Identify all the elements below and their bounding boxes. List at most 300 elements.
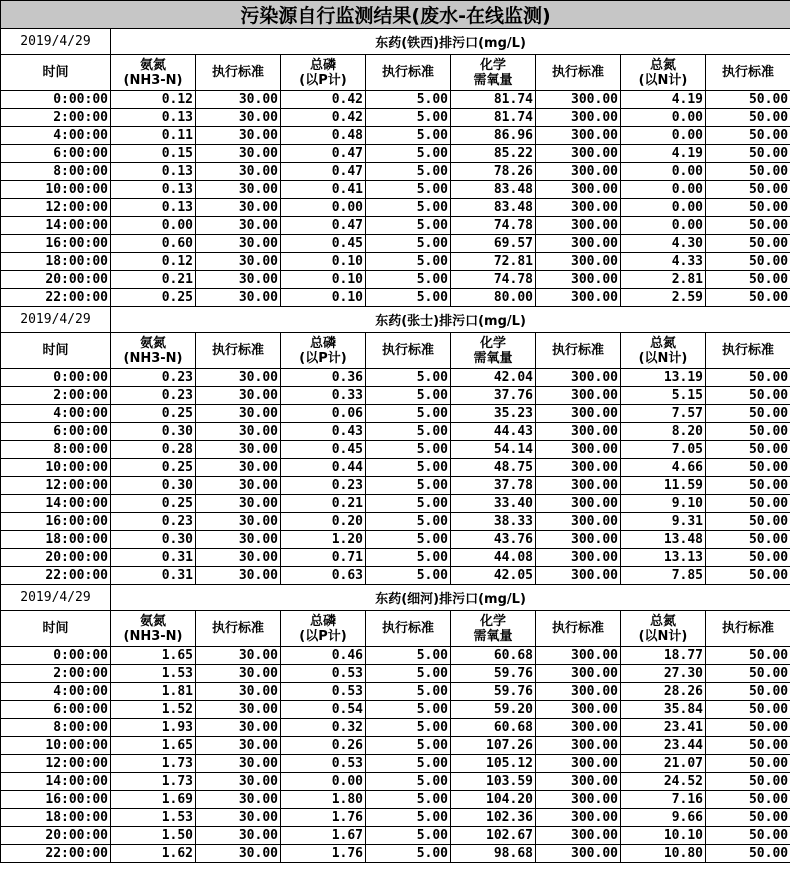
value-cell: 2.59 [621, 289, 706, 307]
value-cell: 0.30 [111, 531, 196, 549]
value-cell: 8.20 [621, 423, 706, 441]
value-cell: 5.00 [366, 369, 451, 387]
value-cell: 0.20 [281, 513, 366, 531]
column-header-line: 执行标准 [381, 621, 434, 636]
value-cell: 83.48 [451, 181, 536, 199]
value-cell: 300.00 [536, 683, 621, 701]
value-cell: 28.26 [621, 683, 706, 701]
column-header-line: 执行标准 [381, 343, 434, 358]
table-row [1, 235, 790, 253]
value-cell: 1.52 [111, 701, 196, 719]
value-cell: 5.00 [366, 495, 451, 513]
time-cell: 16:00:00 [1, 791, 111, 809]
time-cell: 22:00:00 [1, 289, 111, 307]
time-cell: 20:00:00 [1, 549, 111, 567]
column-header [536, 333, 621, 369]
value-cell: 300.00 [536, 531, 621, 549]
column-header-line: 需氧量 [473, 72, 513, 88]
time-cell: 6:00:00 [1, 145, 111, 163]
value-cell: 300.00 [536, 369, 621, 387]
value-cell: 300.00 [536, 773, 621, 791]
table-row [1, 217, 790, 235]
value-cell: 4.33 [621, 253, 706, 271]
value-cell: 30.00 [196, 109, 281, 127]
column-header-line: 化学 [479, 335, 506, 351]
column-header-line: 执行标准 [211, 65, 264, 80]
value-cell: 30.00 [196, 217, 281, 235]
value-cell: 74.78 [451, 217, 536, 235]
value-cell: 300.00 [536, 441, 621, 459]
column-header [621, 55, 706, 91]
value-cell: 7.57 [621, 405, 706, 423]
table-row [1, 531, 790, 549]
value-cell: 1.81 [111, 683, 196, 701]
value-cell: 102.67 [451, 827, 536, 845]
value-cell: 0.12 [111, 253, 196, 271]
value-cell: 30.00 [196, 791, 281, 809]
value-cell: 0.23 [281, 477, 366, 495]
column-header-line: 执行标准 [211, 343, 264, 358]
value-cell: 0.23 [111, 513, 196, 531]
value-cell: 83.48 [451, 199, 536, 217]
value-cell: 0.12 [111, 91, 196, 109]
value-cell: 85.22 [451, 145, 536, 163]
table-row [1, 127, 790, 145]
value-cell: 9.10 [621, 495, 706, 513]
table-row [1, 369, 790, 387]
value-cell: 30.00 [196, 441, 281, 459]
value-cell: 23.44 [621, 737, 706, 755]
value-cell: 5.00 [366, 845, 451, 863]
block-outlet-title: 东药(张士)排污口(mg/L) [111, 307, 790, 333]
table-row [1, 145, 790, 163]
value-cell: 0.47 [281, 145, 366, 163]
value-cell: 0.00 [281, 199, 366, 217]
column-header-line: 总磷 [309, 613, 336, 629]
value-cell: 50.00 [706, 405, 790, 423]
value-cell: 0.53 [281, 755, 366, 773]
value-cell: 50.00 [706, 289, 790, 307]
value-cell: 30.00 [196, 845, 281, 863]
value-cell: 50.00 [706, 387, 790, 405]
value-cell: 0.00 [621, 127, 706, 145]
value-cell: 54.14 [451, 441, 536, 459]
value-cell: 1.62 [111, 845, 196, 863]
table-row [1, 791, 790, 809]
table-row [1, 289, 790, 307]
value-cell: 0.00 [621, 163, 706, 181]
column-header-line: (以P计) [299, 350, 347, 366]
value-cell: 42.05 [451, 567, 536, 585]
column-header-line: 执行标准 [722, 343, 775, 358]
value-cell: 5.00 [366, 91, 451, 109]
value-cell: 5.00 [366, 387, 451, 405]
value-cell: 50.00 [706, 513, 790, 531]
block-info-row [1, 585, 790, 611]
value-cell: 50.00 [706, 719, 790, 737]
time-cell: 16:00:00 [1, 235, 111, 253]
column-header [451, 55, 536, 91]
value-cell: 50.00 [706, 531, 790, 549]
table-row [1, 755, 790, 773]
value-cell: 30.00 [196, 387, 281, 405]
time-cell: 2:00:00 [1, 109, 111, 127]
value-cell: 0.21 [111, 271, 196, 289]
block-info-row [1, 307, 790, 333]
column-header [706, 333, 790, 369]
value-cell: 0.23 [111, 369, 196, 387]
value-cell: 98.68 [451, 845, 536, 863]
time-cell: 0:00:00 [1, 647, 111, 665]
column-header-line: 执行标准 [551, 621, 604, 636]
value-cell: 37.78 [451, 477, 536, 495]
value-cell: 5.00 [366, 737, 451, 755]
value-cell: 300.00 [536, 791, 621, 809]
value-cell: 1.20 [281, 531, 366, 549]
table-row [1, 199, 790, 217]
value-cell: 300.00 [536, 495, 621, 513]
table-row [1, 773, 790, 791]
column-header-line: 执行标准 [722, 65, 775, 80]
value-cell: 50.00 [706, 109, 790, 127]
value-cell: 0.21 [281, 495, 366, 513]
value-cell: 0.30 [111, 477, 196, 495]
value-cell: 43.76 [451, 531, 536, 549]
value-cell: 5.00 [366, 235, 451, 253]
value-cell: 50.00 [706, 271, 790, 289]
table-row [1, 845, 790, 863]
value-cell: 5.00 [366, 217, 451, 235]
value-cell: 5.00 [366, 459, 451, 477]
time-cell: 0:00:00 [1, 369, 111, 387]
table-row [1, 181, 790, 199]
value-cell: 300.00 [536, 567, 621, 585]
value-cell: 0.45 [281, 441, 366, 459]
value-cell: 30.00 [196, 271, 281, 289]
value-cell: 1.69 [111, 791, 196, 809]
value-cell: 5.00 [366, 289, 451, 307]
value-cell: 30.00 [196, 91, 281, 109]
value-cell: 107.26 [451, 737, 536, 755]
value-cell: 0.00 [621, 109, 706, 127]
value-cell: 30.00 [196, 737, 281, 755]
value-cell: 50.00 [706, 827, 790, 845]
column-header [706, 55, 790, 91]
value-cell: 60.68 [451, 719, 536, 737]
value-cell: 7.85 [621, 567, 706, 585]
column-header-line: 总氮 [649, 613, 676, 629]
value-cell: 1.80 [281, 791, 366, 809]
value-cell: 300.00 [536, 405, 621, 423]
column-header-line: 执行标准 [551, 343, 604, 358]
value-cell: 9.66 [621, 809, 706, 827]
value-cell: 50.00 [706, 791, 790, 809]
value-cell: 86.96 [451, 127, 536, 145]
value-cell: 50.00 [706, 495, 790, 513]
value-cell: 1.73 [111, 773, 196, 791]
value-cell: 30.00 [196, 827, 281, 845]
value-cell: 1.93 [111, 719, 196, 737]
value-cell: 0.15 [111, 145, 196, 163]
value-cell: 0.46 [281, 647, 366, 665]
value-cell: 5.00 [366, 683, 451, 701]
value-cell: 37.76 [451, 387, 536, 405]
time-cell: 12:00:00 [1, 755, 111, 773]
time-cell: 22:00:00 [1, 845, 111, 863]
value-cell: 72.81 [451, 253, 536, 271]
value-cell: 50.00 [706, 809, 790, 827]
value-cell: 7.16 [621, 791, 706, 809]
value-cell: 104.20 [451, 791, 536, 809]
column-header [451, 611, 536, 647]
column-header [621, 611, 706, 647]
value-cell: 44.43 [451, 423, 536, 441]
value-cell: 5.00 [366, 109, 451, 127]
value-cell: 0.48 [281, 127, 366, 145]
block-date: 2019/4/29 [1, 29, 111, 55]
value-cell: 0.28 [111, 441, 196, 459]
value-cell: 0.25 [111, 405, 196, 423]
value-cell: 30.00 [196, 513, 281, 531]
value-cell: 300.00 [536, 665, 621, 683]
value-cell: 300.00 [536, 163, 621, 181]
value-cell: 50.00 [706, 755, 790, 773]
value-cell: 50.00 [706, 217, 790, 235]
value-cell: 5.00 [366, 773, 451, 791]
value-cell: 30.00 [196, 405, 281, 423]
value-cell: 35.23 [451, 405, 536, 423]
column-header-line: (以P计) [299, 72, 347, 88]
time-cell: 22:00:00 [1, 567, 111, 585]
column-header [281, 611, 366, 647]
block-outlet-title: 东药(细河)排污口(mg/L) [111, 585, 790, 611]
column-header-line: 时间 [42, 65, 69, 80]
value-cell: 300.00 [536, 217, 621, 235]
value-cell: 0.41 [281, 181, 366, 199]
value-cell: 300.00 [536, 199, 621, 217]
time-cell: 14:00:00 [1, 773, 111, 791]
value-cell: 300.00 [536, 91, 621, 109]
value-cell: 30.00 [196, 719, 281, 737]
value-cell: 74.78 [451, 271, 536, 289]
column-header [111, 611, 196, 647]
value-cell: 5.00 [366, 163, 451, 181]
value-cell: 50.00 [706, 773, 790, 791]
value-cell: 0.10 [281, 271, 366, 289]
value-cell: 0.13 [111, 199, 196, 217]
value-cell: 300.00 [536, 423, 621, 441]
value-cell: 38.33 [451, 513, 536, 531]
value-cell: 0.60 [111, 235, 196, 253]
value-cell: 300.00 [536, 719, 621, 737]
table-row [1, 647, 790, 665]
value-cell: 30.00 [196, 145, 281, 163]
value-cell: 50.00 [706, 845, 790, 863]
value-cell: 5.00 [366, 145, 451, 163]
column-header-line: 总氮 [649, 335, 676, 351]
value-cell: 5.00 [366, 791, 451, 809]
value-cell: 50.00 [706, 199, 790, 217]
time-cell: 10:00:00 [1, 181, 111, 199]
table-row [1, 387, 790, 405]
value-cell: 300.00 [536, 809, 621, 827]
value-cell: 0.11 [111, 127, 196, 145]
value-cell: 50.00 [706, 683, 790, 701]
value-cell: 50.00 [706, 549, 790, 567]
value-cell: 2.81 [621, 271, 706, 289]
value-cell: 105.12 [451, 755, 536, 773]
column-header [366, 55, 451, 91]
value-cell: 300.00 [536, 145, 621, 163]
column-header [536, 55, 621, 91]
column-header-line: (以N计) [638, 72, 688, 88]
table-row [1, 513, 790, 531]
column-header-line: 氨氮 [139, 335, 166, 351]
column-header-row [1, 333, 790, 369]
value-cell: 59.76 [451, 683, 536, 701]
value-cell: 0.06 [281, 405, 366, 423]
value-cell: 4.66 [621, 459, 706, 477]
value-cell: 0.13 [111, 181, 196, 199]
table-row [1, 495, 790, 513]
time-cell: 6:00:00 [1, 701, 111, 719]
value-cell: 0.42 [281, 91, 366, 109]
column-header-line: (NH3-N) [123, 350, 183, 366]
value-cell: 50.00 [706, 459, 790, 477]
value-cell: 35.84 [621, 701, 706, 719]
value-cell: 0.25 [111, 495, 196, 513]
value-cell: 5.00 [366, 271, 451, 289]
value-cell: 0.53 [281, 665, 366, 683]
table-row [1, 459, 790, 477]
value-cell: 13.13 [621, 549, 706, 567]
value-cell: 5.00 [366, 441, 451, 459]
table-row [1, 423, 790, 441]
value-cell: 0.63 [281, 567, 366, 585]
time-cell: 18:00:00 [1, 253, 111, 271]
value-cell: 44.08 [451, 549, 536, 567]
value-cell: 33.40 [451, 495, 536, 513]
value-cell: 50.00 [706, 477, 790, 495]
value-cell: 300.00 [536, 235, 621, 253]
value-cell: 0.42 [281, 109, 366, 127]
value-cell: 1.76 [281, 809, 366, 827]
value-cell: 30.00 [196, 127, 281, 145]
value-cell: 5.00 [366, 827, 451, 845]
column-header-row [1, 55, 790, 91]
column-header [366, 611, 451, 647]
value-cell: 81.74 [451, 91, 536, 109]
value-cell: 1.53 [111, 665, 196, 683]
value-cell: 23.41 [621, 719, 706, 737]
column-header-line: 执行标准 [211, 621, 264, 636]
value-cell: 102.36 [451, 809, 536, 827]
value-cell: 59.20 [451, 701, 536, 719]
value-cell: 0.36 [281, 369, 366, 387]
column-header [281, 333, 366, 369]
value-cell: 50.00 [706, 423, 790, 441]
value-cell: 0.25 [111, 459, 196, 477]
block-date: 2019/4/29 [1, 307, 111, 333]
value-cell: 300.00 [536, 127, 621, 145]
column-header-line: 氨氮 [139, 613, 166, 629]
column-header [451, 333, 536, 369]
time-cell: 2:00:00 [1, 387, 111, 405]
value-cell: 1.76 [281, 845, 366, 863]
table-row [1, 683, 790, 701]
time-cell: 18:00:00 [1, 531, 111, 549]
value-cell: 0.33 [281, 387, 366, 405]
table-row [1, 567, 790, 585]
column-header-line: 氨氮 [139, 57, 166, 73]
table-row [1, 477, 790, 495]
column-header-row [1, 611, 790, 647]
table-row [1, 549, 790, 567]
value-cell: 13.19 [621, 369, 706, 387]
value-cell: 30.00 [196, 235, 281, 253]
table-body [1, 1, 790, 863]
value-cell: 0.43 [281, 423, 366, 441]
value-cell: 1.65 [111, 737, 196, 755]
value-cell: 50.00 [706, 665, 790, 683]
value-cell: 50.00 [706, 567, 790, 585]
value-cell: 50.00 [706, 181, 790, 199]
value-cell: 300.00 [536, 459, 621, 477]
value-cell: 0.26 [281, 737, 366, 755]
value-cell: 69.57 [451, 235, 536, 253]
value-cell: 0.00 [621, 199, 706, 217]
value-cell: 5.00 [366, 181, 451, 199]
value-cell: 4.19 [621, 91, 706, 109]
time-cell: 18:00:00 [1, 809, 111, 827]
value-cell: 0.54 [281, 701, 366, 719]
value-cell: 18.77 [621, 647, 706, 665]
value-cell: 0.13 [111, 163, 196, 181]
value-cell: 300.00 [536, 549, 621, 567]
value-cell: 300.00 [536, 513, 621, 531]
value-cell: 80.00 [451, 289, 536, 307]
time-cell: 10:00:00 [1, 737, 111, 755]
value-cell: 0.44 [281, 459, 366, 477]
value-cell: 50.00 [706, 441, 790, 459]
time-cell: 10:00:00 [1, 459, 111, 477]
value-cell: 50.00 [706, 127, 790, 145]
column-header-line: (NH3-N) [123, 72, 183, 88]
table-row [1, 109, 790, 127]
block-info-row [1, 29, 790, 55]
value-cell: 30.00 [196, 181, 281, 199]
value-cell: 300.00 [536, 845, 621, 863]
value-cell: 5.00 [366, 647, 451, 665]
value-cell: 5.00 [366, 665, 451, 683]
value-cell: 30.00 [196, 755, 281, 773]
value-cell: 50.00 [706, 701, 790, 719]
value-cell: 30.00 [196, 665, 281, 683]
value-cell: 5.00 [366, 199, 451, 217]
value-cell: 1.65 [111, 647, 196, 665]
value-cell: 50.00 [706, 369, 790, 387]
time-cell: 8:00:00 [1, 163, 111, 181]
value-cell: 9.31 [621, 513, 706, 531]
value-cell: 300.00 [536, 477, 621, 495]
column-header-line: 化学 [479, 613, 506, 629]
time-cell: 0:00:00 [1, 91, 111, 109]
table-row [1, 253, 790, 271]
value-cell: 5.00 [366, 719, 451, 737]
column-header-line: 执行标准 [722, 621, 775, 636]
column-header-line: (以N计) [638, 350, 688, 366]
value-cell: 60.68 [451, 647, 536, 665]
